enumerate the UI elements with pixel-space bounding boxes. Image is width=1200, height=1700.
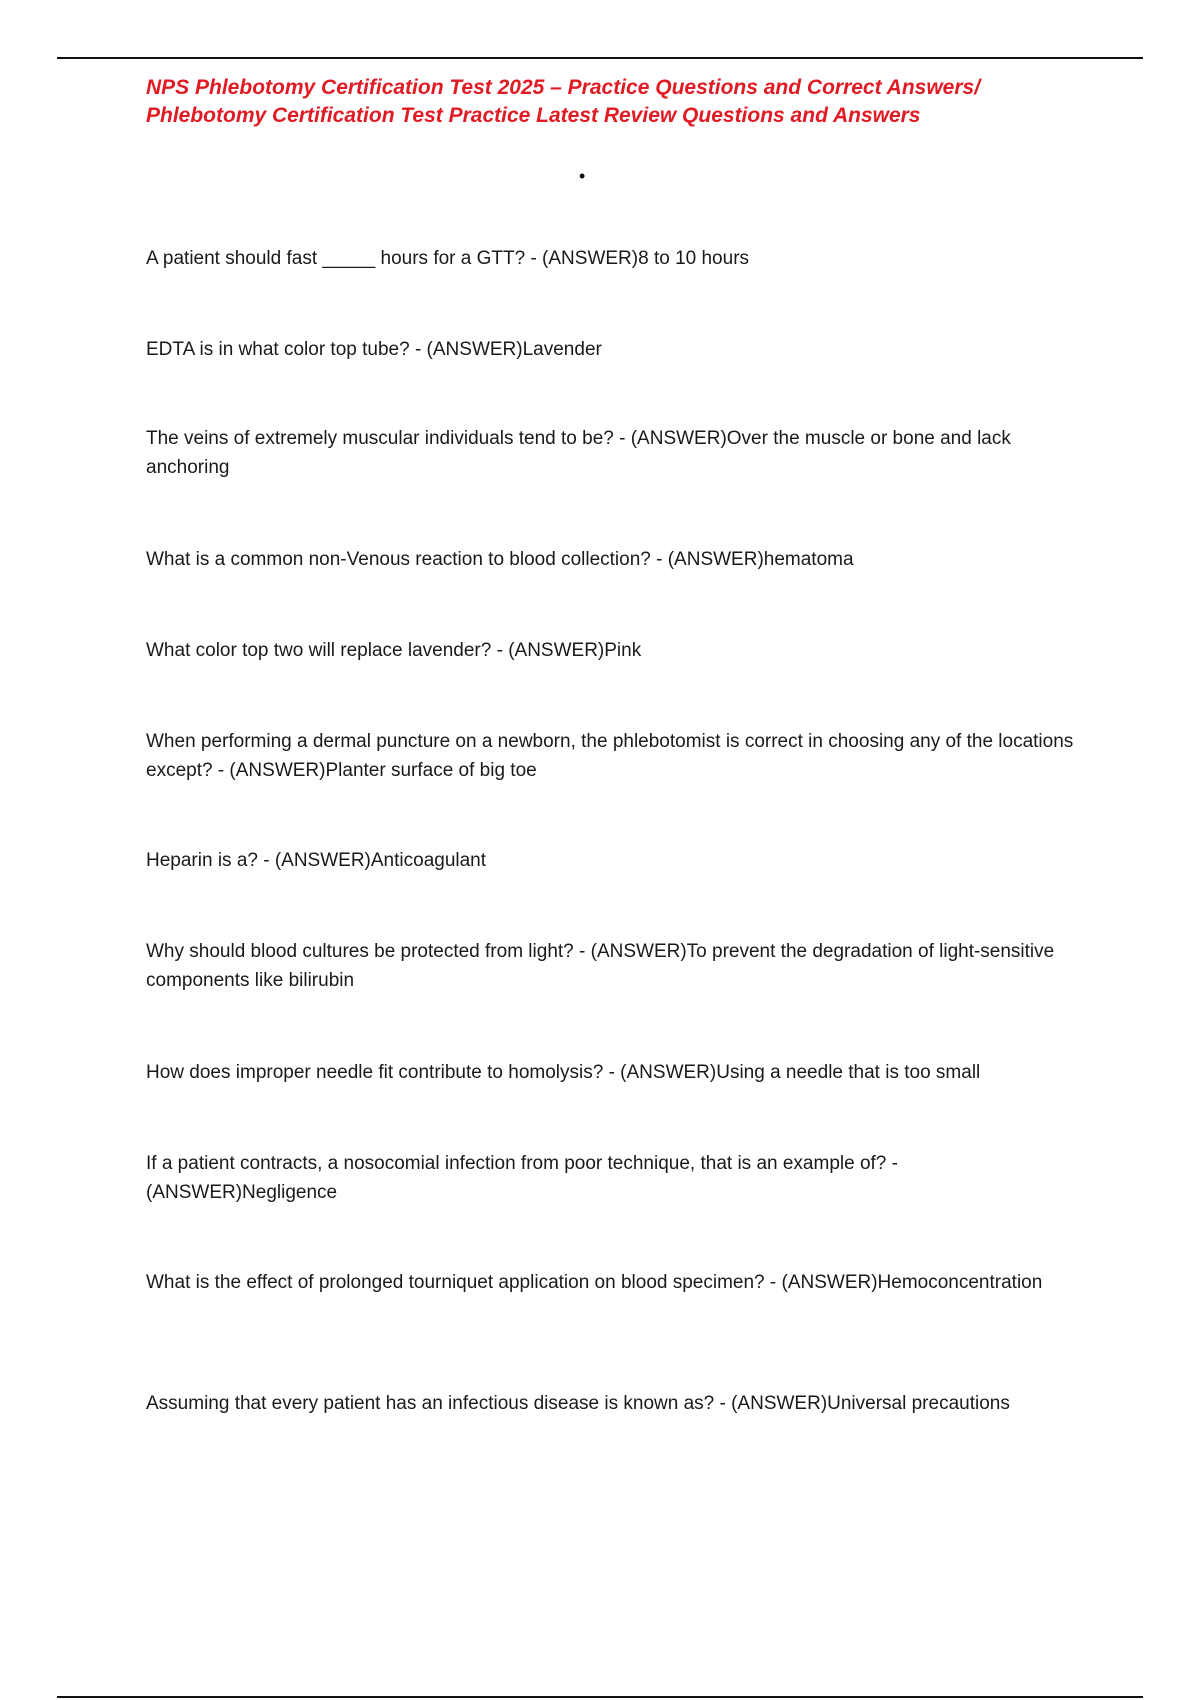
question-item-4: What is a common non-Venous reaction to blood collection? - (ANSWER)hematoma xyxy=(146,549,854,570)
question-item-9: How does improper needle fit contribute to homolysis? - (ANSWER)Using a needle that is too small xyxy=(146,1062,981,1083)
question-item-5: What color top two will replace lavender? - (ANSWER)Pink xyxy=(146,640,642,661)
question-item-3: The veins of extremely muscular individuals tend to be? - (ANSWER)Over the muscle or bone and lack anchoring xyxy=(146,428,1011,478)
question-item-7: Heparin is a? - (ANSWER)Anticoagulant xyxy=(146,850,487,871)
question-item-12: Assuming that every patient has an infectious disease is known as? - (ANSWER)Universal precautions xyxy=(146,1393,1010,1414)
question-item-1: A patient should fast _____ hours for a GTT? - (ANSWER)8 to 10 hours xyxy=(146,248,750,269)
question-item-2: EDTA is in what color top tube? - (ANSWER)Lavender xyxy=(146,339,602,360)
footer-rule xyxy=(57,1696,1143,1698)
document-title-line-1: NPS Phlebotomy Certification Test 2025 – Practice Questions and Correct Answers/ xyxy=(146,76,981,99)
question-item-8: Why should blood cultures be protected from light? - (ANSWER)To prevent the degradation of light-sensitive components like bilirubin xyxy=(146,941,1055,991)
question-item-10: If a patient contracts, a nosocomial infection from poor technique, that is an example of? - (ANSWER)Negligence xyxy=(146,1153,898,1203)
document-title-line-2: Phlebotomy Certification Test Practice Latest Review Questions and Answers xyxy=(146,104,921,127)
document-title xyxy=(146,74,1106,130)
question-item-6: When performing a dermal puncture on a newborn, the phlebotomist is correct in choosing any of the locations except? - (ANSWER)Planter surface of big toe xyxy=(146,731,1074,781)
bullet-mark: • xyxy=(579,166,586,186)
header-rule xyxy=(57,57,1143,59)
question-item-11: What is the effect of prolonged tourniquet application on blood specimen? - (ANSWER)Hemoconcentration xyxy=(146,1272,1043,1293)
